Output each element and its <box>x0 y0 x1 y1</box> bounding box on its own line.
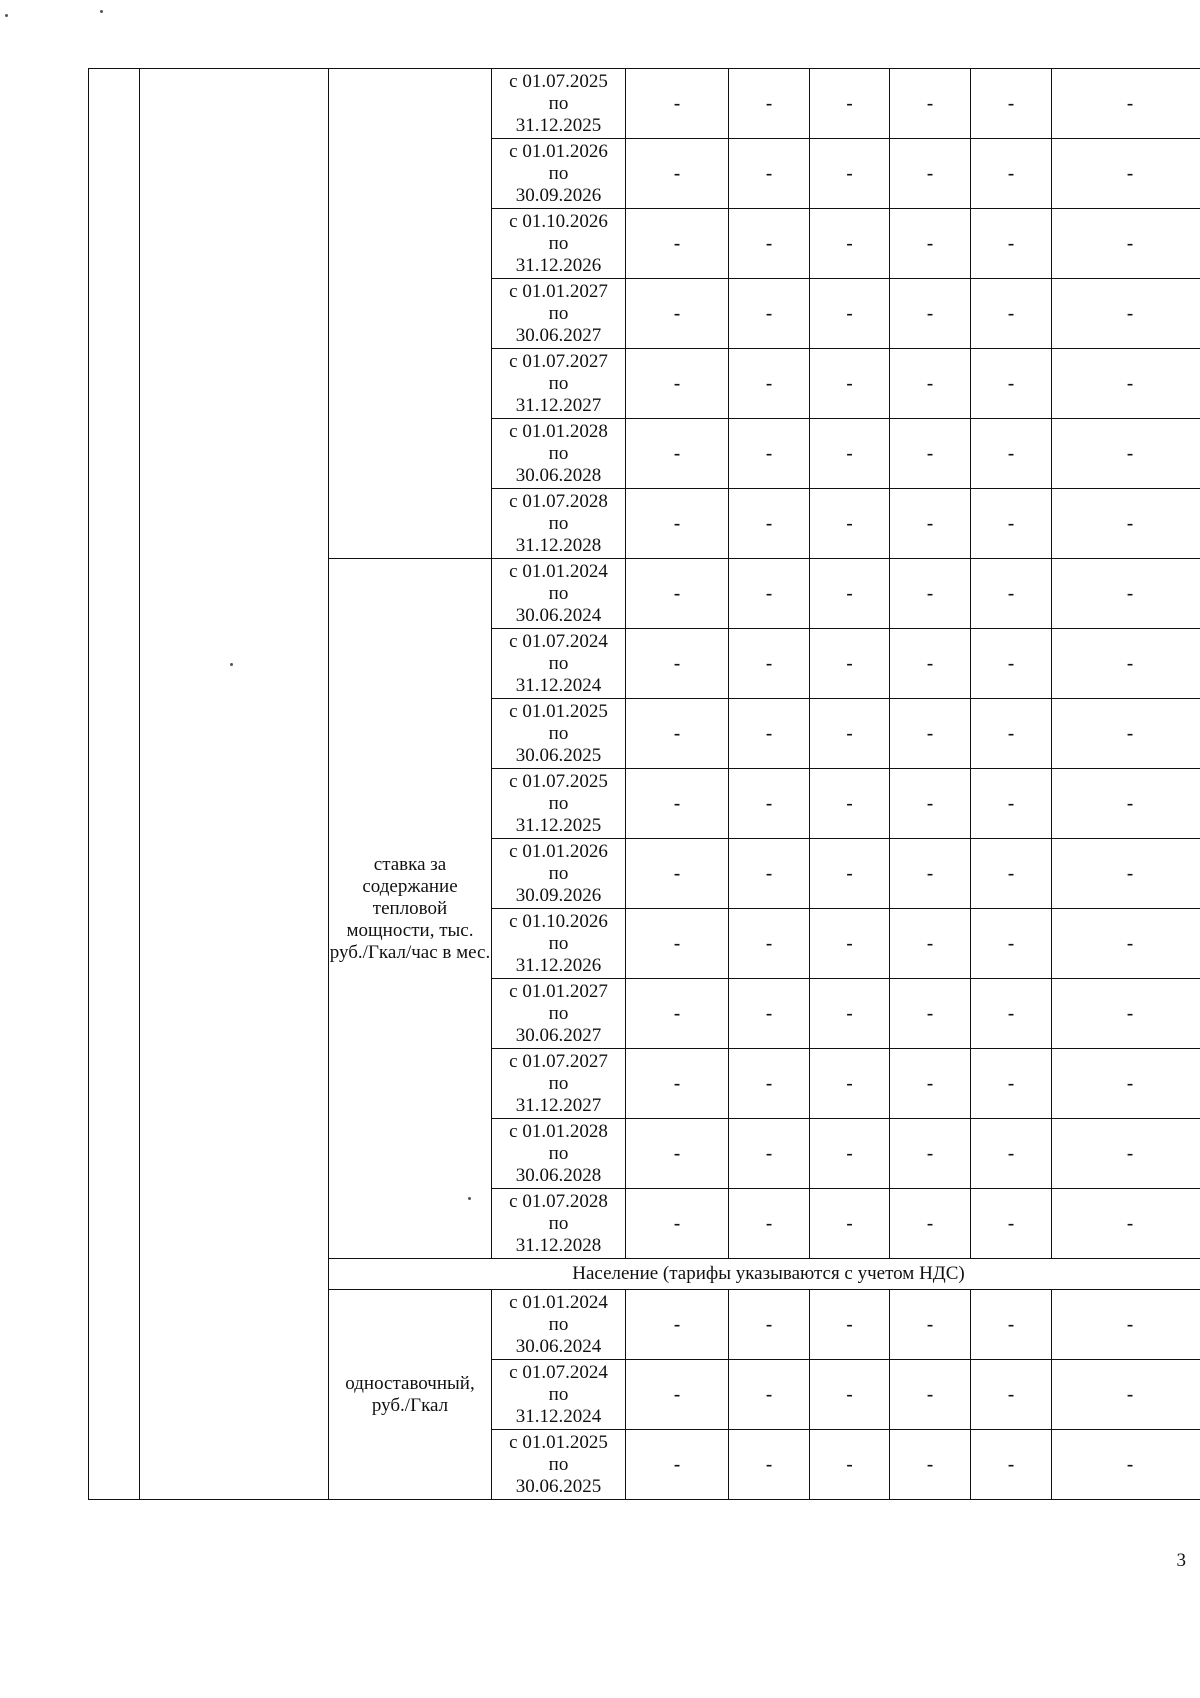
period-end: 31.12.2025 <box>515 114 602 136</box>
tariff-value-cell: - <box>1052 349 1200 419</box>
tariff-value-cell: - <box>1052 1189 1200 1259</box>
period-end: 31.12.2026 <box>515 954 602 976</box>
scan-speck <box>100 10 103 13</box>
rate-type-cell <box>329 69 492 559</box>
period-cell <box>492 139 626 209</box>
period-start: с 01.07.2027 <box>509 350 608 372</box>
tariff-value-cell: - <box>810 1189 890 1259</box>
period-end: 30.06.2027 <box>515 1024 602 1046</box>
period-start: с 01.01.2024 <box>509 1291 608 1313</box>
tariff-value-cell: - <box>971 209 1052 279</box>
period-start: с 01.01.2025 <box>509 700 608 722</box>
tariff-value-cell: - <box>729 1049 810 1119</box>
period-end: 31.12.2028 <box>515 1234 602 1256</box>
tariff-value-cell: - <box>626 489 729 559</box>
tariff-value-cell: - <box>810 769 890 839</box>
tariff-value-cell: - <box>1052 909 1200 979</box>
tariff-value-cell: - <box>971 139 1052 209</box>
period-to-label: по <box>548 1072 569 1094</box>
tariff-value-cell: - <box>729 209 810 279</box>
tariff-value-cell: - <box>810 139 890 209</box>
tariff-value-cell: - <box>729 279 810 349</box>
period-cell <box>492 559 626 629</box>
tariff-value-cell: - <box>1052 769 1200 839</box>
tariff-value-cell: - <box>1052 1360 1200 1430</box>
tariff-value-cell: - <box>1052 139 1200 209</box>
period-cell <box>492 279 626 349</box>
tariff-value-cell: - <box>626 1119 729 1189</box>
period-to-label: по <box>548 232 569 254</box>
period-cell <box>492 699 626 769</box>
tariff-value-cell: - <box>971 629 1052 699</box>
tariff-value-cell: - <box>971 1119 1052 1189</box>
tariff-value-cell: - <box>1052 489 1200 559</box>
tariff-value-cell: - <box>626 769 729 839</box>
tariff-value-cell: - <box>729 69 810 139</box>
period-start: с 01.01.2026 <box>509 840 608 862</box>
tariff-value-cell: - <box>810 209 890 279</box>
tariff-value-cell: - <box>810 1290 890 1360</box>
period-cell <box>492 629 626 699</box>
period-cell <box>492 1189 626 1259</box>
tariff-value-cell: - <box>810 1430 890 1500</box>
tariff-value-cell: - <box>1052 1430 1200 1500</box>
period-cell <box>492 209 626 279</box>
tariff-value-cell: - <box>971 979 1052 1049</box>
tariff-value-cell: - <box>810 1360 890 1430</box>
period-cell <box>492 979 626 1049</box>
tariff-value-cell: - <box>626 1430 729 1500</box>
tariff-value-cell: - <box>971 419 1052 489</box>
period-end: 31.12.2024 <box>515 674 602 696</box>
tariff-value-cell: - <box>729 349 810 419</box>
tariff-value-cell: - <box>810 909 890 979</box>
tariff-value-cell: - <box>810 979 890 1049</box>
period-start: с 01.07.2028 <box>509 490 608 512</box>
period-cell <box>492 1119 626 1189</box>
period-cell <box>492 349 626 419</box>
tariff-value-cell: - <box>890 69 971 139</box>
page-number: 3 <box>1176 1550 1186 1571</box>
tariff-value-cell: - <box>626 979 729 1049</box>
tariff-value-cell: - <box>1052 839 1200 909</box>
tariff-value-cell: - <box>971 489 1052 559</box>
tariff-value-cell: - <box>729 1430 810 1500</box>
period-to-label: по <box>548 1453 569 1475</box>
period-end: 30.06.2028 <box>515 464 602 486</box>
tariff-value-cell: - <box>890 419 971 489</box>
tariff-value-cell: - <box>1052 979 1200 1049</box>
period-start: с 01.01.2028 <box>509 1120 608 1142</box>
tariff-value-cell: - <box>890 769 971 839</box>
tariff-value-cell: - <box>729 1290 810 1360</box>
period-to-label: по <box>548 1383 569 1405</box>
tariff-value-cell: - <box>971 349 1052 419</box>
period-cell <box>492 1290 626 1360</box>
period-end: 30.06.2025 <box>515 1475 602 1497</box>
tariff-value-cell: - <box>890 839 971 909</box>
period-end: 30.06.2027 <box>515 324 602 346</box>
period-start: с 01.10.2026 <box>509 210 608 232</box>
period-cell <box>492 839 626 909</box>
tariff-value-cell: - <box>971 1430 1052 1500</box>
period-start: с 01.01.2027 <box>509 980 608 1002</box>
tariff-value-cell: - <box>729 489 810 559</box>
period-end: 30.09.2026 <box>515 184 602 206</box>
tariff-value-cell: - <box>626 279 729 349</box>
tariff-value-cell: - <box>971 559 1052 629</box>
tariff-value-cell: - <box>890 1430 971 1500</box>
tariff-value-cell: - <box>626 139 729 209</box>
period-end: 30.06.2024 <box>515 604 602 626</box>
period-start: с 01.07.2024 <box>509 630 608 652</box>
period-to-label: по <box>548 932 569 954</box>
tariff-value-cell: - <box>810 419 890 489</box>
tariff-value-cell: - <box>971 769 1052 839</box>
tariff-value-cell: - <box>626 559 729 629</box>
tariff-value-cell: - <box>729 699 810 769</box>
tariff-value-cell: - <box>729 979 810 1049</box>
tariff-value-cell: - <box>890 559 971 629</box>
tariff-value-cell: - <box>1052 419 1200 489</box>
tariff-value-cell: - <box>1052 699 1200 769</box>
period-to-label: по <box>548 652 569 674</box>
tariff-value-cell: - <box>729 559 810 629</box>
tariff-value-cell: - <box>729 139 810 209</box>
tariff-value-cell: - <box>810 349 890 419</box>
tariff-value-cell: - <box>626 419 729 489</box>
tariff-value-cell: - <box>810 489 890 559</box>
tariff-value-cell: - <box>1052 1290 1200 1360</box>
period-to-label: по <box>548 1212 569 1234</box>
period-start: с 01.01.2024 <box>509 560 608 582</box>
tariff-value-cell: - <box>626 1049 729 1119</box>
tariff-value-cell: - <box>729 839 810 909</box>
period-to-label: по <box>548 792 569 814</box>
period-to-label: по <box>548 1313 569 1335</box>
period-to-label: по <box>548 1002 569 1024</box>
tariff-value-cell: - <box>890 489 971 559</box>
period-end: 31.12.2027 <box>515 1094 602 1116</box>
scan-speck <box>5 14 8 17</box>
tariff-value-cell: - <box>971 1189 1052 1259</box>
tariff-value-cell: - <box>971 699 1052 769</box>
period-to-label: по <box>548 162 569 184</box>
index-cell <box>89 69 140 1500</box>
period-end: 31.12.2024 <box>515 1405 602 1427</box>
period-end: 31.12.2027 <box>515 394 602 416</box>
period-start: с 01.07.2027 <box>509 1050 608 1072</box>
tariff-value-cell: - <box>626 839 729 909</box>
period-start: с 01.07.2025 <box>509 770 608 792</box>
period-to-label: по <box>548 722 569 744</box>
period-start: с 01.07.2028 <box>509 1190 608 1212</box>
tariff-value-cell: - <box>890 699 971 769</box>
tariff-value-cell: - <box>810 559 890 629</box>
tariff-value-cell: - <box>890 1189 971 1259</box>
tariff-value-cell: - <box>626 349 729 419</box>
tariff-value-cell: - <box>890 1119 971 1189</box>
tariff-value-cell: - <box>1052 1049 1200 1119</box>
period-end: 30.09.2026 <box>515 884 602 906</box>
tariff-value-cell: - <box>626 909 729 979</box>
period-to-label: по <box>548 302 569 324</box>
tariff-value-cell: - <box>729 769 810 839</box>
tariff-value-cell: - <box>729 1189 810 1259</box>
tariff-value-cell: - <box>1052 1119 1200 1189</box>
period-to-label: по <box>548 372 569 394</box>
tariff-value-cell: - <box>1052 279 1200 349</box>
period-end: 30.06.2024 <box>515 1335 602 1357</box>
tariff-value-cell: - <box>729 629 810 699</box>
period-start: с 01.01.2025 <box>509 1431 608 1453</box>
period-start: с 01.01.2026 <box>509 140 608 162</box>
tariff-value-cell: - <box>626 69 729 139</box>
period-cell <box>492 1360 626 1430</box>
period-cell <box>492 419 626 489</box>
period-end: 31.12.2025 <box>515 814 602 836</box>
tariff-value-cell: - <box>626 699 729 769</box>
tariff-value-cell: - <box>890 1049 971 1119</box>
table-row <box>89 69 1200 139</box>
period-end: 30.06.2025 <box>515 744 602 766</box>
period-cell <box>492 69 626 139</box>
tariff-value-cell: - <box>1052 559 1200 629</box>
tariff-value-cell: - <box>890 209 971 279</box>
tariff-value-cell: - <box>729 909 810 979</box>
tariff-value-cell: - <box>890 629 971 699</box>
period-start: с 01.07.2024 <box>509 1361 608 1383</box>
period-to-label: по <box>548 512 569 534</box>
period-end: 31.12.2028 <box>515 534 602 556</box>
period-start: с 01.07.2025 <box>509 70 608 92</box>
tariff-value-cell: - <box>1052 629 1200 699</box>
tariff-value-cell: - <box>810 1049 890 1119</box>
rate-type-cell: одноставочный, руб./Гкал <box>329 1290 492 1500</box>
period-to-label: по <box>548 582 569 604</box>
organization-cell <box>140 69 329 1500</box>
tariff-value-cell: - <box>971 909 1052 979</box>
tariff-value-cell: - <box>971 279 1052 349</box>
period-end: 30.06.2028 <box>515 1164 602 1186</box>
period-cell <box>492 909 626 979</box>
period-cell <box>492 489 626 559</box>
period-cell <box>492 1049 626 1119</box>
tariff-value-cell: - <box>626 1189 729 1259</box>
period-cell <box>492 769 626 839</box>
tariff-value-cell: - <box>1052 69 1200 139</box>
tariff-value-cell: - <box>890 909 971 979</box>
tariff-value-cell: - <box>890 139 971 209</box>
tariff-value-cell: - <box>810 69 890 139</box>
tariff-value-cell: - <box>890 349 971 419</box>
tariff-value-cell: - <box>890 1360 971 1430</box>
tariff-value-cell: - <box>729 419 810 489</box>
tariff-value-cell: - <box>626 209 729 279</box>
tariff-value-cell: - <box>810 1119 890 1189</box>
tariff-value-cell: - <box>971 839 1052 909</box>
tariff-value-cell: - <box>626 629 729 699</box>
tariff-value-cell: - <box>971 69 1052 139</box>
period-to-label: по <box>548 442 569 464</box>
tariff-value-cell: - <box>810 699 890 769</box>
rate-type-cell: ставка за содержание тепловой мощности, тыс. руб./Гкал/час в мес. <box>329 559 492 1259</box>
tariff-value-cell: - <box>626 1290 729 1360</box>
tariff-value-cell: - <box>1052 209 1200 279</box>
tariff-value-cell: - <box>810 279 890 349</box>
period-to-label: по <box>548 1142 569 1164</box>
tariff-value-cell: - <box>729 1119 810 1189</box>
period-start: с 01.10.2026 <box>509 910 608 932</box>
period-cell <box>492 1430 626 1500</box>
tariff-value-cell: - <box>729 1360 810 1430</box>
tariff-value-cell: - <box>890 979 971 1049</box>
tariff-value-cell: - <box>971 1360 1052 1430</box>
period-to-label: по <box>548 92 569 114</box>
tariff-table <box>88 68 1200 1500</box>
period-end: 31.12.2026 <box>515 254 602 276</box>
tariff-value-cell: - <box>810 839 890 909</box>
tariff-value-cell: - <box>890 1290 971 1360</box>
period-start: с 01.01.2027 <box>509 280 608 302</box>
section-header: Население (тарифы указываются с учетом НДС) <box>329 1259 1200 1290</box>
period-start: с 01.01.2028 <box>509 420 608 442</box>
tariff-value-cell: - <box>890 279 971 349</box>
tariff-value-cell: - <box>810 629 890 699</box>
tariff-value-cell: - <box>626 1360 729 1430</box>
tariff-value-cell: - <box>971 1290 1052 1360</box>
period-to-label: по <box>548 862 569 884</box>
tariff-value-cell: - <box>971 1049 1052 1119</box>
